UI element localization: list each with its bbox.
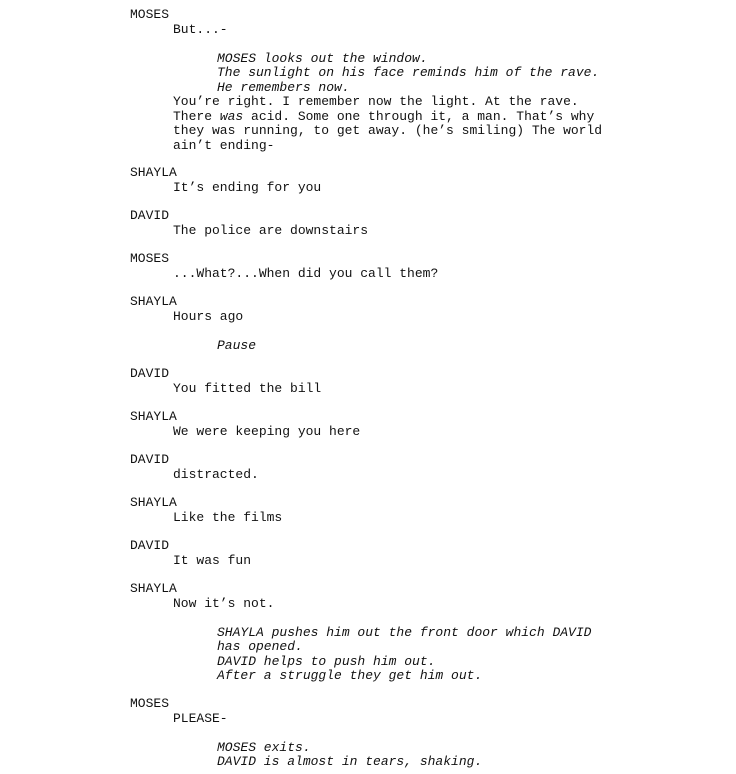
dialogue-line: It was fun [173, 552, 252, 568]
character-name: DAVID [130, 208, 170, 223]
stage-direction: After a struggle they get him out. [217, 668, 483, 683]
dialogue-line: Like the films [173, 509, 283, 525]
character-name: SHAYLA [130, 409, 177, 424]
dialogue-line: You’re right. I remember now the light. At the rave. [173, 94, 579, 109]
dialogue-line: ain’t ending- [173, 137, 275, 153]
character-name: SHAYLA [130, 581, 177, 596]
character-name: SHAYLA [130, 294, 177, 309]
dialogue-line: PLEASE- [173, 710, 228, 726]
stage-direction: MOSES looks out the window. [217, 50, 428, 66]
dialogue-line: distracted. [173, 466, 259, 482]
character-name: MOSES [130, 696, 170, 711]
dialogue-line: But...- [173, 21, 228, 37]
stage-direction: The sunlight on his face reminds him of the rave. [217, 65, 600, 80]
character-name: DAVID [130, 452, 170, 467]
dialogue-line: There was acid. Some one through it, a man. That’s why [173, 108, 595, 124]
character-name: DAVID [130, 366, 170, 381]
stage-direction: MOSES exits. [217, 739, 311, 755]
emphasis-word: was [219, 108, 244, 124]
stage-direction: has opened. [217, 639, 303, 654]
stage-direction: SHAYLA pushes him out the front door which DAVID [217, 624, 592, 640]
character-name: DAVID [130, 538, 170, 553]
stage-direction: He remembers now. [217, 79, 350, 95]
dialogue-line: ...What?...When did you call them? [173, 265, 439, 281]
character-name: SHAYLA [130, 495, 177, 510]
character-name: MOSES [130, 7, 170, 22]
dialogue-line: The police are downstairs [173, 222, 369, 238]
character-name: SHAYLA [130, 165, 177, 180]
dialogue-line: We were keeping you here [173, 423, 361, 439]
character-name: MOSES [130, 251, 170, 266]
dialogue-line: Now it’s not. [173, 595, 275, 611]
stage-direction: DAVID helps to push him out. [217, 653, 436, 669]
dialogue-line: Hours ago [173, 308, 244, 324]
dialogue-line: You fitted the bill [173, 380, 322, 396]
dialogue-line: It’s ending for you [173, 179, 322, 195]
dialogue-line: they was running, to get away. (he’s smiling) The world [173, 123, 603, 138]
stage-direction: Pause [217, 337, 257, 353]
stage-direction: DAVID is almost in tears, shaking. [217, 754, 483, 769]
